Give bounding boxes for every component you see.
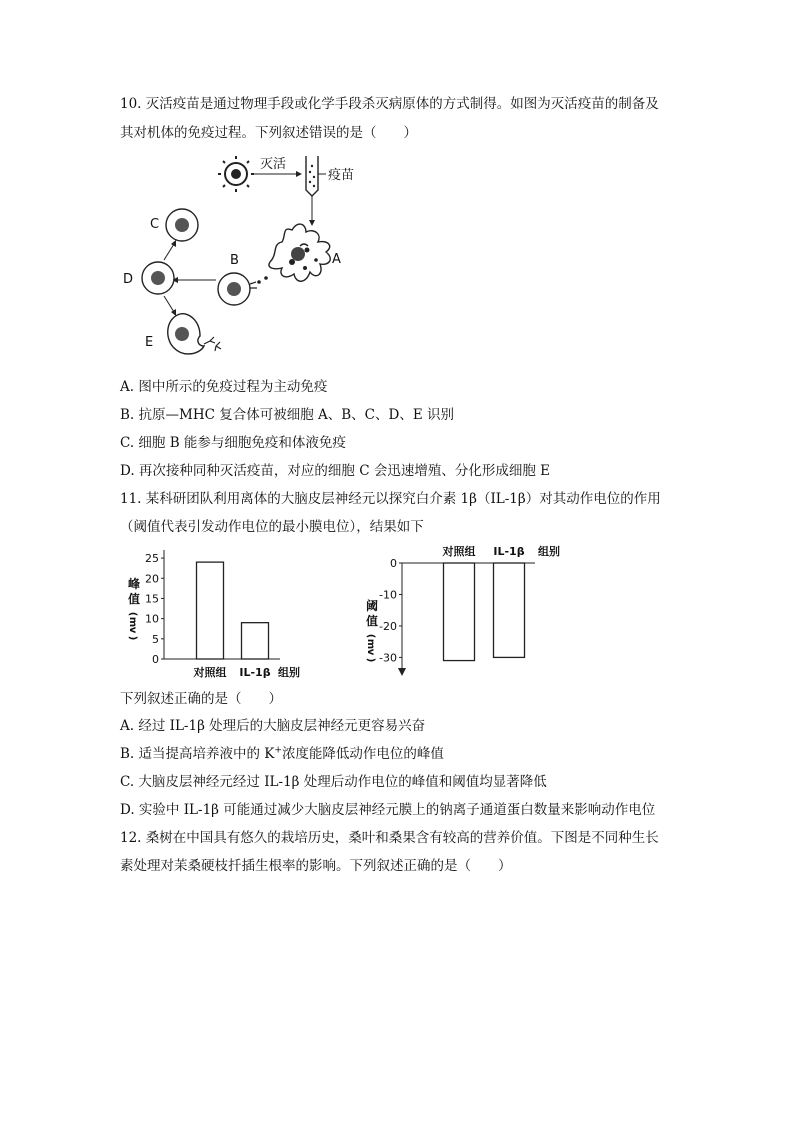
cell-label-d: D bbox=[123, 272, 134, 287]
q11-option-a: A. 经过 IL-1β 处理后的大脑皮层神经元更容易兴奋 bbox=[120, 718, 426, 734]
y-axis-arrow bbox=[398, 668, 406, 676]
category-label: 对照组 bbox=[193, 666, 227, 679]
category-label: IL-1β bbox=[493, 545, 525, 558]
cell-d bbox=[142, 262, 174, 294]
cell-label-c: C bbox=[150, 217, 160, 232]
y-axis-label-char: ) bbox=[127, 635, 138, 641]
y-axis-label-char: ( bbox=[127, 611, 138, 617]
y-axis-label-char: 值 bbox=[127, 592, 141, 606]
category-label: IL-1β bbox=[239, 666, 271, 679]
y-tick-label: 25 bbox=[145, 552, 159, 566]
q11-option-b bbox=[120, 745, 444, 763]
y-axis-label bbox=[365, 598, 378, 662]
y-tick-label: -10 bbox=[379, 588, 397, 602]
inactivate-label: 灭活 bbox=[260, 157, 287, 172]
q10-option-b: B. 抗原—MHC 复合体可被细胞 A、B、C、D、E 识别 bbox=[120, 407, 454, 423]
antibody-icon bbox=[204, 337, 221, 351]
cell-label-e: E bbox=[145, 335, 154, 350]
vaccine-label: 疫苗 bbox=[328, 168, 355, 183]
q10-option-c: C. 细胞 B 能参与细胞免疫和体液免疫 bbox=[120, 435, 346, 451]
y-axis-label-char: ( bbox=[365, 633, 376, 639]
vaccine-tube-icon bbox=[306, 156, 318, 196]
cell-label-b: B bbox=[230, 253, 239, 268]
q10-option-d: D. 再次接种同种灭活疫苗，对应的细胞 C 会迅速增殖、分化形成细胞 E bbox=[120, 463, 550, 479]
bar-1 bbox=[494, 563, 525, 657]
y-tick-label: 0 bbox=[390, 557, 397, 570]
y-axis-label-char: ) bbox=[365, 657, 376, 663]
y-tick-label: 20 bbox=[145, 572, 159, 586]
bar-0 bbox=[444, 563, 475, 661]
cell-c bbox=[166, 209, 198, 241]
q12-stem-line1: 12. 桑树在中国具有悠久的栽培历史，桑叶和桑果含有较高的营养价值。下图是不同种生长 bbox=[120, 830, 659, 846]
y-axis-label-char: m bbox=[127, 616, 138, 628]
q11-stem-line1: 11. 某科研团队利用离体的大脑皮层神经元以探究白介素 1β（IL-1β）对其动作电位的作用 bbox=[120, 491, 661, 507]
q10-stem-line2: 其对机体的免疫过程。下列叙述错误的是（ ） bbox=[120, 125, 417, 141]
q11-option-d: D. 实验中 IL-1β 可能通过减少大脑皮层神经元膜上的钠离子通道蛋白数量来影响动作电位 bbox=[120, 802, 656, 818]
cell-b bbox=[218, 273, 268, 305]
y-tick-label: 0 bbox=[152, 653, 159, 666]
y-axis-label-char: 峰 bbox=[127, 577, 141, 591]
q11-option-b-post: 浓度能降低动作电位的峰值 bbox=[281, 746, 444, 762]
y-tick-label: -20 bbox=[379, 619, 397, 633]
y-axis-label-char: 阈 bbox=[365, 599, 379, 613]
y-tick-label: -30 bbox=[379, 651, 397, 665]
cell-e bbox=[168, 314, 204, 354]
category-label: 对照组 bbox=[442, 545, 476, 558]
y-axis-label bbox=[127, 576, 140, 640]
y-axis-label-char: v bbox=[127, 626, 138, 634]
q11-after-chart: 下列叙述正确的是（ ） bbox=[120, 691, 282, 707]
virus-icon bbox=[218, 156, 254, 192]
x-axis-label: 组别 bbox=[278, 666, 300, 679]
q11-option-b-sup: + bbox=[274, 745, 282, 756]
y-axis-label-char: v bbox=[365, 648, 376, 656]
threshold-value-bar-chart bbox=[360, 540, 590, 685]
dendritic-cell-a bbox=[269, 224, 330, 281]
y-axis-label-char: 值 bbox=[365, 614, 379, 628]
cell-label-a: A bbox=[332, 252, 341, 267]
q10-stem-line1: 10. 灭活疫苗是通过物理手段或化学手段杀灭病原体的方式制得。如图为灭活疫苗的制备及 bbox=[120, 96, 659, 112]
y-axis-label-char: m bbox=[365, 638, 376, 650]
peak-value-bar-chart bbox=[120, 540, 310, 685]
q12-stem-line2: 素处理对苿桑硬枝扦插生根率的影响。下列叙述正确的是（ ） bbox=[120, 858, 512, 874]
y-tick-label: 10 bbox=[145, 612, 159, 626]
q11-stem-line2: （阈值代表引发动作电位的最小膜电位），结果如下 bbox=[120, 519, 424, 535]
q10-option-a: A. 图中所示的免疫过程为主动免疫 bbox=[120, 379, 328, 395]
q10-immune-diagram bbox=[120, 150, 380, 365]
bar-1 bbox=[242, 623, 269, 659]
q11-option-c: C. 大脑皮层神经元经过 IL-1β 处理后动作电位的峰值和阈值均显著降低 bbox=[120, 774, 547, 790]
bar-0 bbox=[197, 562, 224, 659]
y-tick-label: 15 bbox=[145, 592, 159, 606]
x-axis-label: 组别 bbox=[538, 545, 560, 558]
q11-option-b-pre: B. 适当提高培养液中的 K bbox=[120, 746, 275, 762]
y-tick-label: 5 bbox=[152, 632, 159, 646]
